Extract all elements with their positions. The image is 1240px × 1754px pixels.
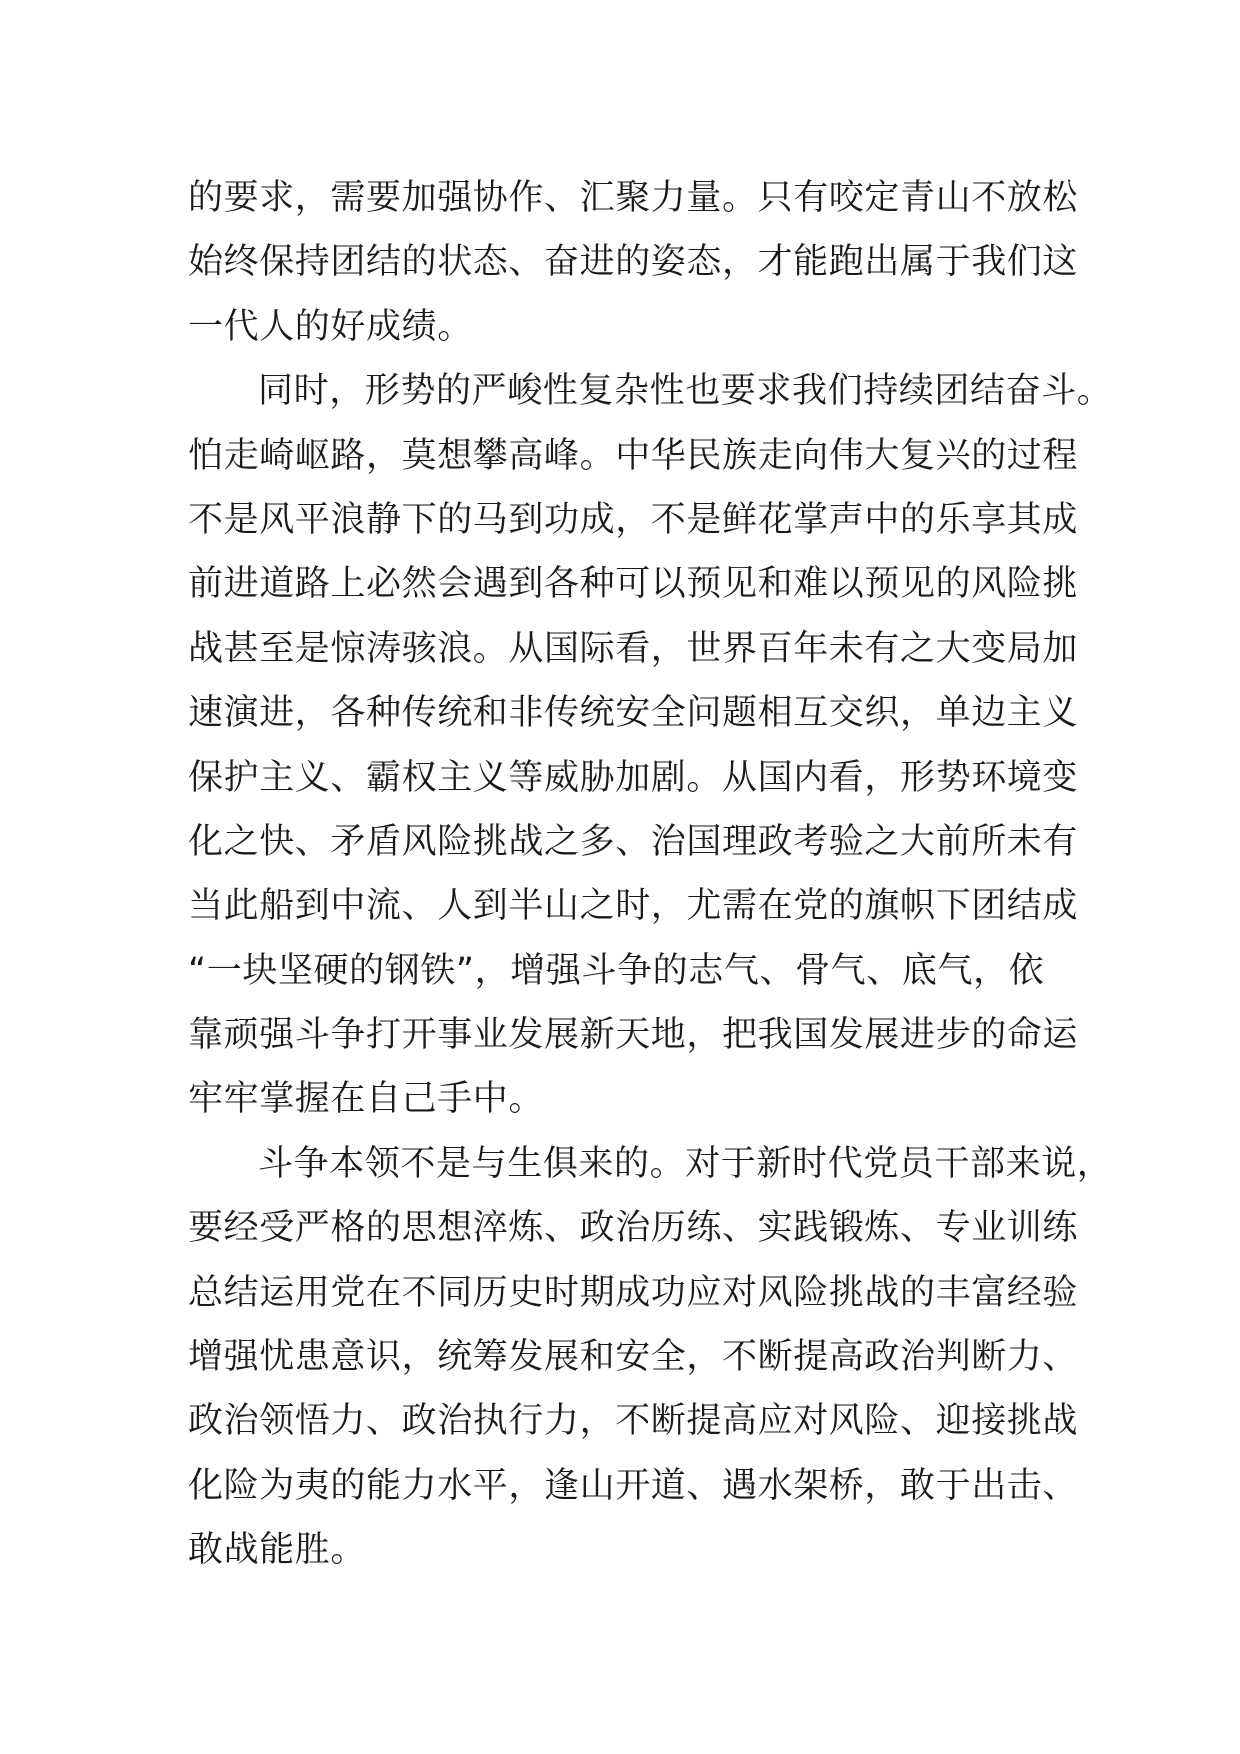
paragraph-start-line: 斗争本领不是与生俱来的。对于新时代党员干部来说， xyxy=(258,1143,1113,1184)
text-line: 一代人的好成绩。 xyxy=(188,306,473,347)
text-line: 保护主义、霸权主义等威胁加剧。从国内看，形势环境变 xyxy=(188,757,1079,798)
text-line: 始终保持团结的状态、奋进的姿态，才能跑出属于我们这 xyxy=(188,242,1079,283)
text-line: 政治领悟力、政治执行力，不断提高应对风险、迎接挑战 xyxy=(188,1401,1079,1442)
text-line: 的要求，需要加强协作、汇聚力量。只有咬定青山不放松 xyxy=(188,178,1079,218)
text-line: 靠顽强斗争打开事业发展新天地，把我国发展进步的命运 xyxy=(188,1015,1079,1056)
text-line: 前进道路上必然会遇到各种可以预见和难以预见的风险挑 xyxy=(188,564,1079,605)
text-line: 敢战能胜。 xyxy=(188,1530,367,1571)
text-line: 要经受严格的思想淬炼、政治历练、实践锻炼、专业训练 xyxy=(188,1208,1079,1249)
text-line: 速演进，各种传统和非传统安全问题相互交织，单边主义 xyxy=(188,693,1079,734)
text-line: 总结运用党在不同历史时期成功应对风险挑战的丰富经验 xyxy=(188,1272,1079,1313)
text-line: 牢牢掌握在自己手中。 xyxy=(188,1079,545,1120)
text-line: 化之快、矛盾风险挑战之多、治国理政考验之大前所未有 xyxy=(188,821,1079,862)
text-line: 增强忧患意识，统筹发展和安全，不断提高政治判断力、 xyxy=(188,1337,1079,1378)
body-text xyxy=(188,166,1128,1583)
text-line: 不是风平浪静下的马到功成，不是鲜花掌声中的乐享其成 xyxy=(188,499,1079,540)
text-line: 战甚至是惊涛骇浪。从国际看，世界百年未有之大变局加 xyxy=(188,628,1079,669)
text-line: “一块坚硬的钢铁”，增强斗争的志气、骨气、底气，依 xyxy=(188,950,1045,991)
text-line: 化险为夷的能力水平，逢山开道、遇水架桥，敢于出击、 xyxy=(188,1465,1079,1506)
text-line: 怕走崎岖路，莫想攀高峰。中华民族走向伟大复兴的过程 xyxy=(188,435,1079,476)
text-line: 当此船到中流、人到半山之时，尤需在党的旗帜下团结成 xyxy=(188,886,1079,927)
paragraph-start-line: 同时，形势的严峻性复杂性也要求我们持续团结奋斗。 xyxy=(258,371,1113,412)
